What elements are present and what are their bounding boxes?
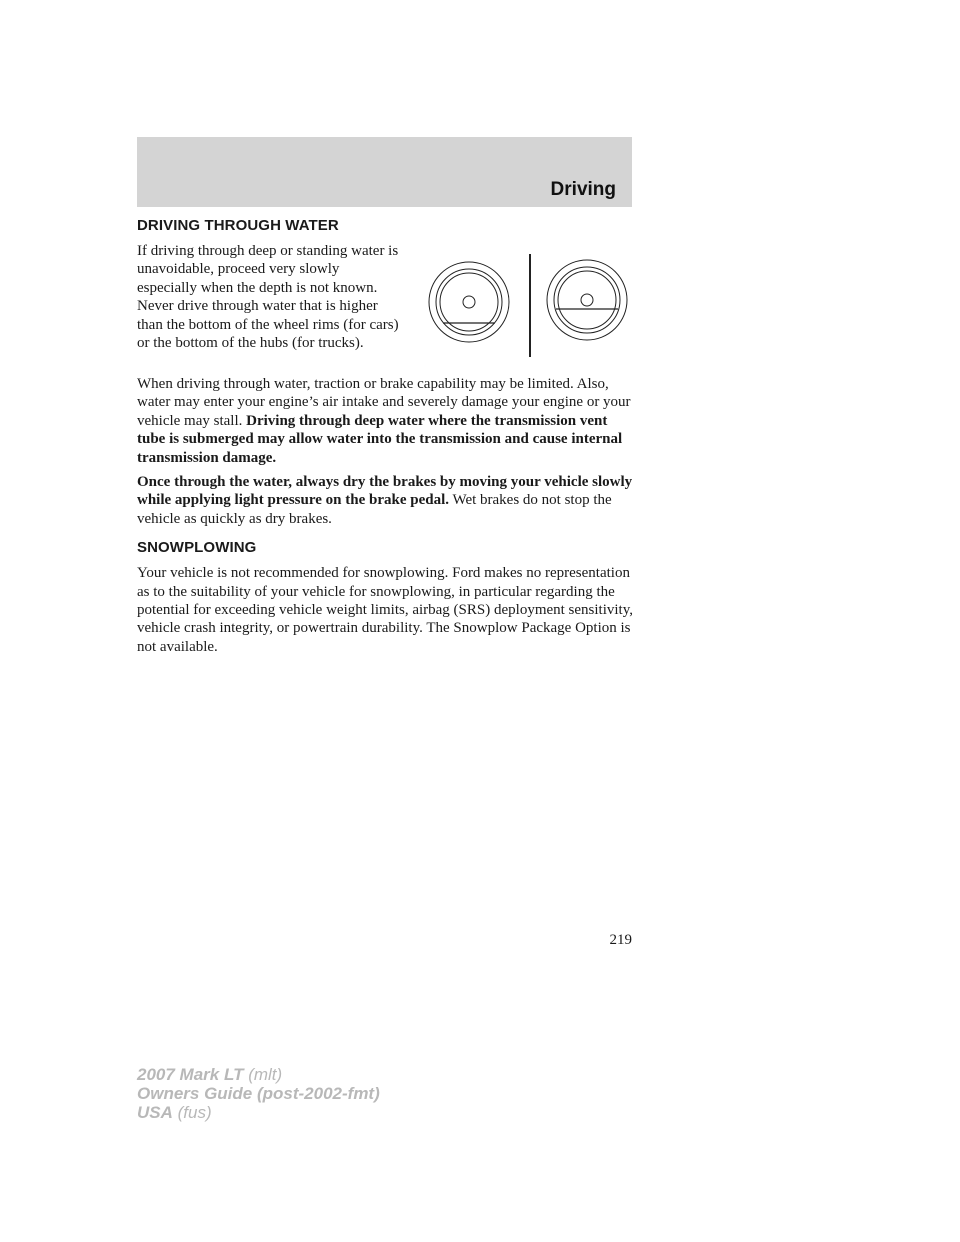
footer-market: USA bbox=[137, 1103, 173, 1122]
car-wheel-icon bbox=[429, 262, 509, 342]
section-title: Driving bbox=[550, 179, 616, 200]
footer-model-code: (mlt) bbox=[248, 1065, 283, 1084]
water-p1-bold: Driving through deep water where the transmission vent tube is submerged may allow water into the transmission and cause internal transmission damage. bbox=[137, 412, 623, 466]
footer-line-1 bbox=[137, 1065, 380, 1084]
water-p1-normal: When driving through water, traction or brake capability may be limited. Also, water may enter your engine’s air intake and severely damage your engine or your vehicle may stall. bbox=[137, 376, 631, 429]
water-intro-row bbox=[137, 242, 637, 367]
page-content bbox=[137, 216, 637, 656]
water-paragraph-1 bbox=[137, 375, 637, 467]
water-p2-bold: Once through the water, always dry the brakes by moving your vehicle slowly while applying light pressure on the brake pedal. bbox=[137, 474, 633, 509]
water-heading: DRIVING THROUGH WATER bbox=[137, 217, 339, 234]
footer-line-3 bbox=[137, 1103, 380, 1122]
page-number: 219 bbox=[609, 932, 632, 948]
section-header-band bbox=[137, 137, 632, 207]
footer-model: 2007 Mark LT bbox=[137, 1065, 244, 1084]
snowplowing-heading: SNOWPLOWING bbox=[137, 539, 257, 557]
water-intro-text: If driving through deep or standing water is unavoidable, proceed very slowly especially when the depth is not known. Never drive through water that is higher than the bottom of the wheel rims (for cars) or the bottom of the hubs (for trucks). bbox=[137, 243, 399, 352]
water-paragraph-2 bbox=[137, 473, 637, 528]
truck-wheel-icon bbox=[547, 260, 627, 340]
document-footer bbox=[137, 1065, 380, 1122]
wheel-water-depth-illustration bbox=[417, 252, 637, 367]
footer-guide: Owners Guide (post-2002-fmt) bbox=[137, 1084, 380, 1103]
footer-line-2 bbox=[137, 1084, 380, 1103]
water-p2-normal: Wet brakes do not stop the vehicle as quickly as dry brakes. bbox=[137, 492, 612, 527]
footer-market-code: (fus) bbox=[177, 1103, 212, 1122]
snowplowing-text: Your vehicle is not recommended for snowplowing. Ford makes no representation as to the suitability of your vehicle for snowplowing, in particular regarding the potential for exceeding vehicle weight limits, airbag (SRS) deployment sensitivity, vehicle crash integrity, or powertrain durability. The Snowplow Package Option is not available. bbox=[137, 565, 634, 655]
